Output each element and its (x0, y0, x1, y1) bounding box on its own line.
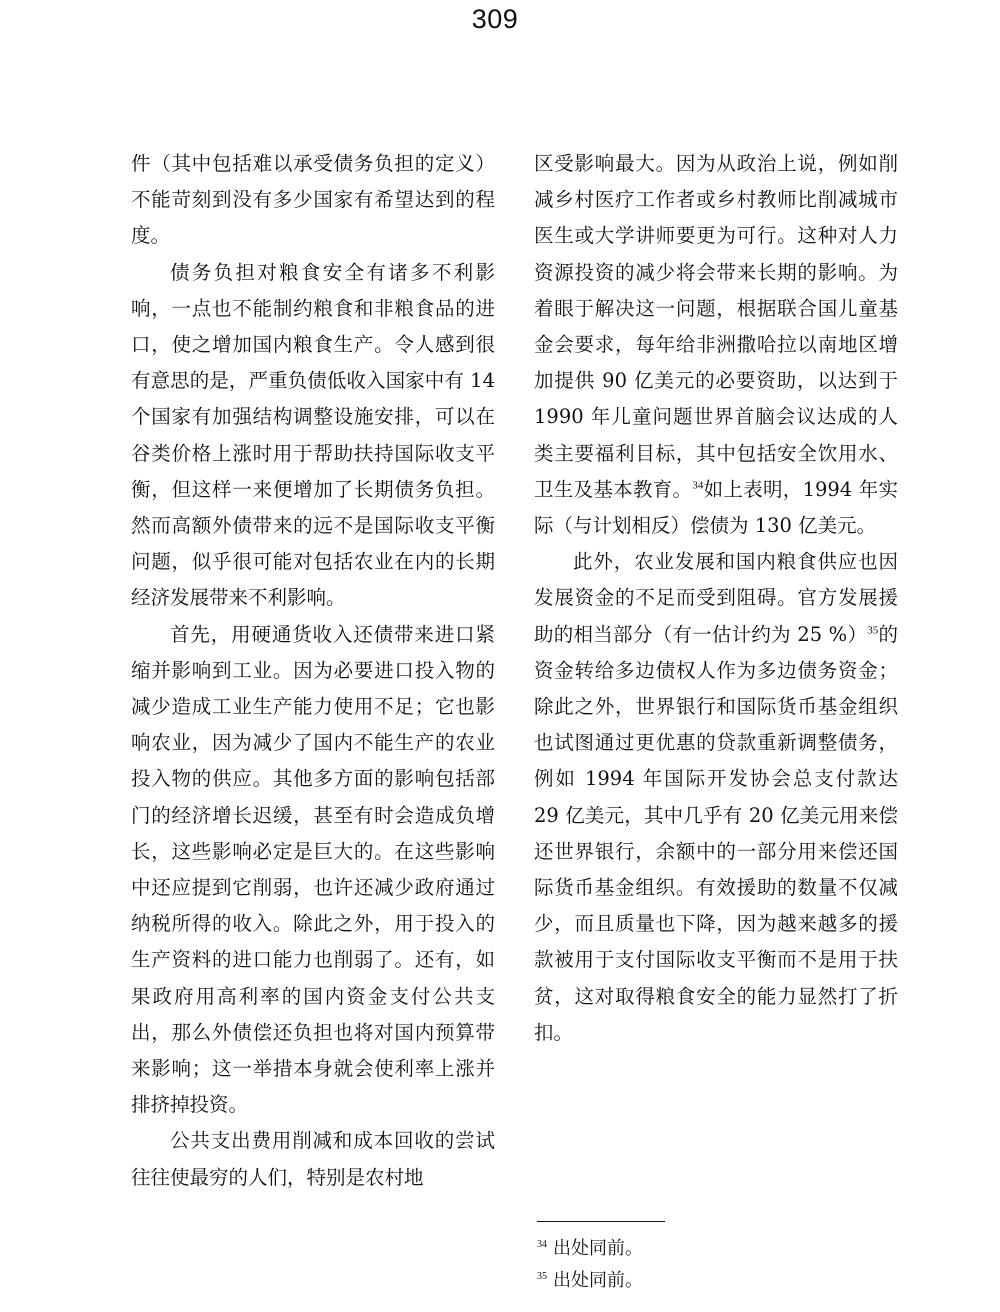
footnote-divider (537, 1221, 665, 1222)
right-column (534, 146, 898, 1051)
footnote-ref-35[interactable]: 35 (867, 624, 879, 637)
paragraph-continuation: 件（其中包括难以承受债务负担的定义）不能苛刻到没有多少国家有希望达到的程度。 (131, 152, 495, 248)
footnote-number-35: 35 (537, 1271, 547, 1282)
footnote-35 (537, 1265, 643, 1297)
page-number: 309 (471, 4, 519, 34)
footnote-text-34: 出处同前。 (553, 1238, 643, 1259)
paragraph-rural-impact (534, 146, 898, 544)
paragraph-development-funding-text: 此外，农业发展和国内粮食供应也因发展资金的不足而受到阻碍。官方发展援助的相当部分（有一估计约为 25 %） (534, 550, 898, 646)
footnote-34 (537, 1233, 643, 1265)
paragraph-first-effects: 首先，用硬通货收入还债带来进口紧缩并影响到工业。因为必要进口投入物的减少造成工业生产能力使用不足；它也影响农业，因为减少了国内不能生产的农业投入物的供应。其他多方面的影响包括部门的经济增长迟缓，甚至有时会造成负增长，这些影响必定是巨大的。在这些影响中还应提到它削弱，也许还减少政府通过纳税所得的收入。除此之外，用于投入的生产资料的进口能力也削弱了。还有，如果政府用高利率的国内资金支付公共支出，那么外债偿还负担也将对国内预算带来影响；这一举措本身就会使利率上涨并排挤掉投资。 (131, 622, 495, 1117)
footnote-ref-34[interactable]: 34 (692, 479, 704, 492)
paragraph-development-funding-text-end: 的资金转给多边债权人作为多边债务资金；除此之外，世界银行和国际货币基金组织也试图通过更优惠的贷款重新调整债务，例如 1994 年国际开发协会总支付款达 29 亿美元，其中几乎有 20 亿美元用来偿还世界银行，余额中的一部分用来偿还国际货币基金组织。有效援助的数量不仅减少，而且质量也下降，因为越来越多的援款被用于支付国际收支平衡而不是用于扶贫，这对取得粮食安全的能力显然打了折扣。 (534, 622, 898, 1044)
paragraph-public-spending: 公共支出费用削减和成本回收的尝试往往使最穷的人们，特别是农村地 (131, 1129, 495, 1189)
footnote-text-35: 出处同前。 (553, 1270, 643, 1291)
paragraph-rural-impact-text: 区受影响最大。因为从政治上说，例如削减乡村医疗工作者或乡村教师比削减城市医生或大学讲师要更为可行。这种对人力资源投资的减少将会带来长期的影响。为着眼于解决这一问题，根据联合国儿童基金会要求，每年给非洲撒哈拉以南地区增加提供 90 亿美元的必要资助，以达到于 1990 年儿童问题世界首脑会议达成的人类主要福利目标，其中包括安全饮用水、卫生及基本教育。 (534, 152, 898, 501)
paragraph-rural-impact-text-end: 如上表明，1994 年实际（与计划相反）偿债为 130 亿美元。 (534, 477, 898, 538)
footnote-number-34: 34 (537, 1239, 547, 1250)
paragraph-debt-burden: 债务负担对粮食安全有诸多不利影响，一点也不能制约粮食和非粮食品的进口，使之增加国内粮食生产。令人感到很有意思的是，严重负债低收入国家中有 14 个国家有加强结构调整设施安排，可以在谷类价格上涨时用于帮助扶持国际收支平衡，但这样一来便增加了长期债务负担。然而高额外债带来的远不是国际收支平衡问题，似乎很可能对包括农业在内的长期经济发展带来不利影响。 (131, 260, 495, 610)
footnotes (537, 1233, 643, 1297)
paragraph-development-funding (534, 544, 898, 1051)
left-column (131, 146, 495, 1196)
